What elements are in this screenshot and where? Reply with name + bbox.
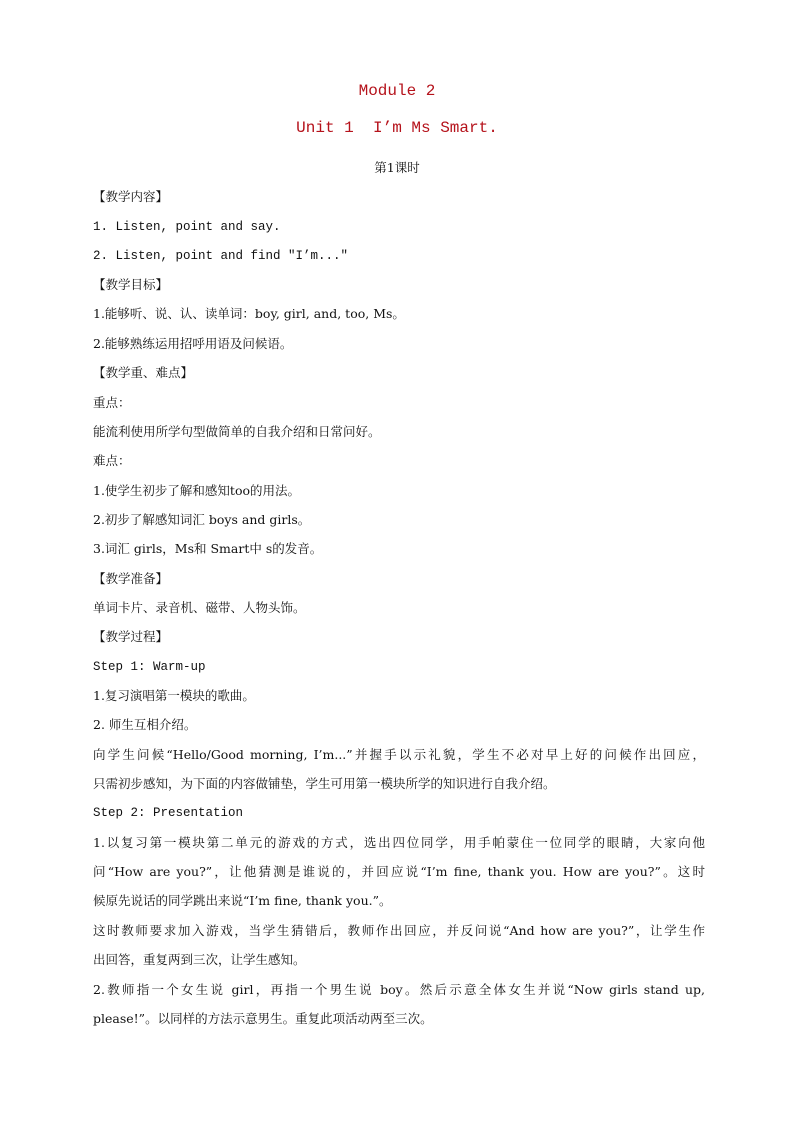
key-point-text: 能流利使用所学句型做简单的自我介绍和日常问好。 xyxy=(93,424,381,439)
unit-title: Unit 1 I’m Ms Smart. xyxy=(296,119,498,137)
module-title: Module 2 xyxy=(358,82,436,100)
step-2-item-2-line-1: 2.教师指一个女生说 girl，再指一个男生说 boy。然后示意全体女生并说“Now girls stand up, xyxy=(93,982,705,997)
step-1-paragraph-line-1: 向学生问候“Hello/Good morning, I’m...”并握手以示礼貌，学生不必对早上好的问候作出回应， xyxy=(93,747,705,762)
step-1-item-2: 2. 师生互相介绍。 xyxy=(93,717,197,732)
difficulty-label: 难点： xyxy=(93,453,131,468)
section-heading-goals: 【教学目标】 xyxy=(93,277,169,292)
section-heading-preparation: 【教学准备】 xyxy=(93,571,169,586)
content-item-2: 2. Listen, point and find "I’m..." xyxy=(93,249,349,263)
section-heading-process: 【教学过程】 xyxy=(93,629,169,644)
step-2-heading: Step 2: Presentation xyxy=(93,806,244,820)
step-2-item-2-line-2: please!”。以同样的方法示意男生。重复此项活动两至三次。 xyxy=(93,1011,433,1026)
difficulty-item-2: 2.初步了解感知词汇 boys and girls。 xyxy=(93,512,311,527)
step-1-heading: Step 1: Warm-up xyxy=(93,660,206,674)
goal-item-2: 2.能够熟练运用招呼用语及问候语。 xyxy=(93,336,293,351)
step-1-item-1: 1.复习演唱第一模块的歌曲。 xyxy=(93,688,255,703)
step-2-item-1-line-1: 1.以复习第一模块第二单元的游戏的方式，选出四位同学，用手帕蒙住一位同学的眼睛，大家向他 xyxy=(93,835,705,850)
goal-item-1: 1.能够听、说、认、读单词：boy, girl, and, too, Ms。 xyxy=(93,306,405,321)
lesson-label: 第1课时 xyxy=(374,160,420,175)
step-1-paragraph-line-2: 只需初步感知，为下面的内容做铺垫，学生可用第一模块所学的知识进行自我介绍。 xyxy=(93,776,556,791)
content-item-1: 1. Listen, point and say. xyxy=(93,220,281,234)
step-2-item-1-line-2: 问“How are you?”，让他猜测是谁说的，并回应说“I’m fine, thank you. How are you?”。这时 xyxy=(93,864,705,879)
step-2-paragraph-line-2: 出回答，重复两到三次，让学生感知。 xyxy=(93,952,306,967)
step-2-paragraph-line-1: 这时教师要求加入游戏，当学生猜错后，教师作出回应，并反问说“And how are you?”，让学生作 xyxy=(93,923,705,938)
step-2-item-1-line-3: 候原先说话的同学跳出来说“I’m fine, thank you.”。 xyxy=(93,893,392,908)
difficulty-item-1: 1.使学生初步了解和感知too的用法。 xyxy=(93,483,301,498)
key-point-label: 重点： xyxy=(93,395,131,410)
preparation-text: 单词卡片、录音机、磁带、人物头饰。 xyxy=(93,600,306,615)
difficulty-item-3: 3.词汇 girls，Ms和 Smart中 s的发音。 xyxy=(93,541,323,556)
section-heading-content: 【教学内容】 xyxy=(93,189,169,204)
section-heading-key-points: 【教学重、难点】 xyxy=(93,365,194,380)
